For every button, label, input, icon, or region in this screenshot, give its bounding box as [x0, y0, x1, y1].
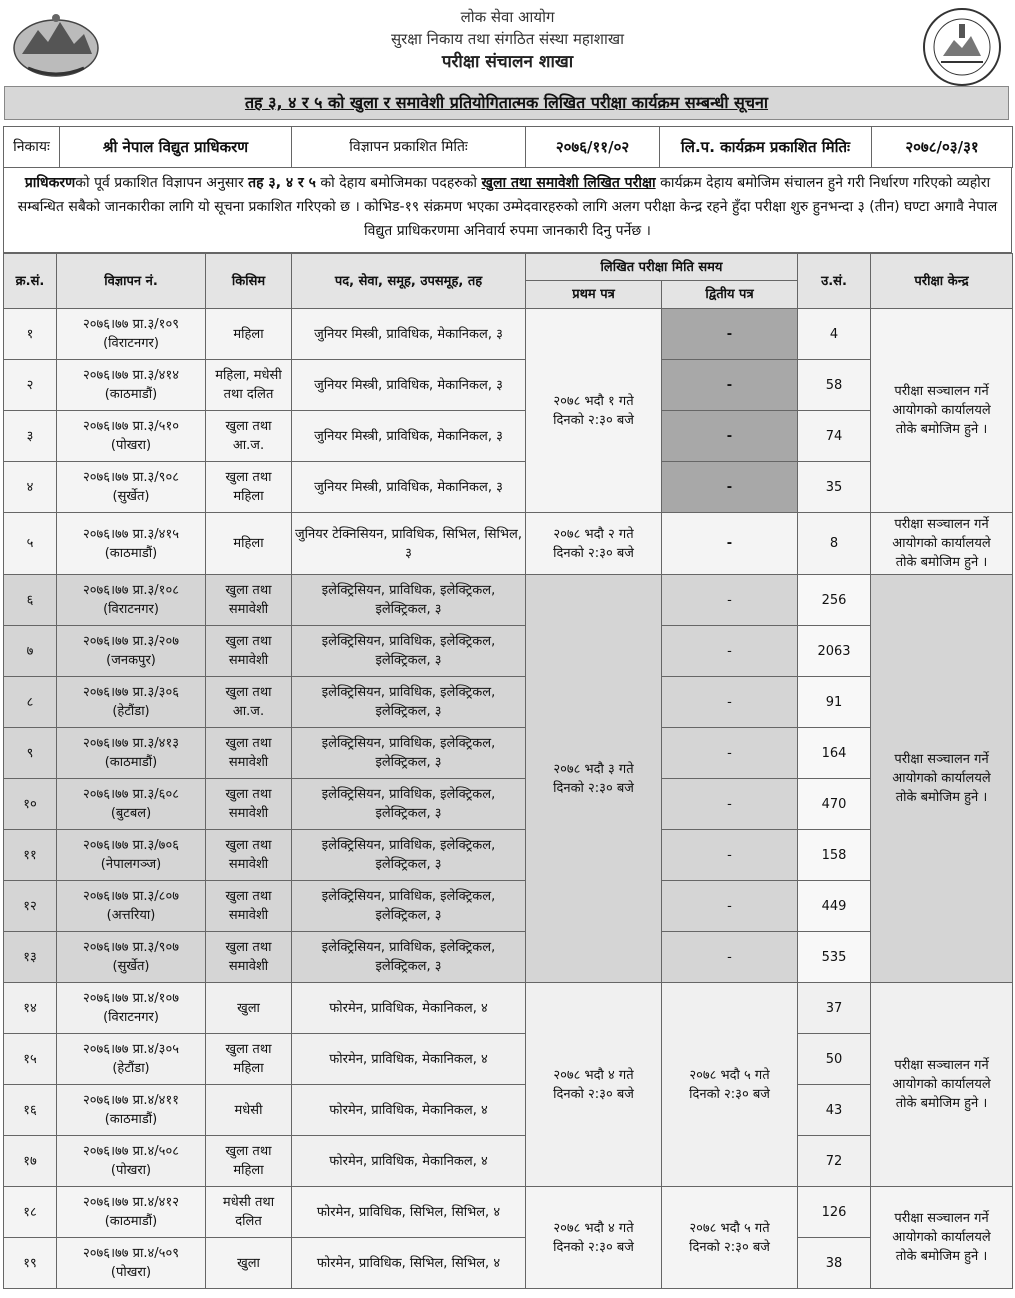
row-ad-no — [57, 513, 206, 575]
row-type: खुला तथा समावेशी — [206, 830, 292, 881]
table-row — [4, 513, 1013, 575]
header-post: पद, सेवा, समूह, उपसमूह, तह — [292, 254, 526, 309]
table-row — [4, 677, 1013, 728]
row-post: इलेक्ट्रिसियन, प्राविधिक, इलेक्ट्रिकल, इलेक्ट्रिकल, ३ — [292, 779, 526, 830]
row-sn: १५ — [4, 1034, 57, 1085]
center-line-1: परीक्षा सञ्चालन गर्ने — [894, 752, 989, 767]
ad-location: (काठमाडौं) — [104, 387, 158, 402]
ad-location: (बुटबल) — [110, 806, 152, 821]
ad-number: २०७६।७७ प्रा.४/४१२ — [83, 1195, 179, 1210]
page-header — [0, 6, 1015, 74]
org-value: श्री नेपाल विद्युत प्राधिकरण — [60, 127, 292, 168]
group-3-center — [871, 575, 1013, 983]
ad-location: (काठमाडौं) — [104, 1214, 158, 1229]
row-paper-2: - — [662, 575, 798, 626]
row-post: इलेक्ट्रिसियन, प्राविधिक, इलेक्ट्रिकल, इलेक्ट्रिकल, ३ — [292, 626, 526, 677]
row-paper-2: - — [662, 932, 798, 983]
group-2-center — [871, 513, 1013, 575]
center-line-1: परीक्षा सञ्चालन गर्ने — [894, 517, 989, 532]
header-line-1: लोक सेवा आयोग — [460, 8, 555, 26]
header-line-3: परीक्षा संचालन शाखा — [441, 52, 574, 72]
ad-location: (विराटनगर) — [103, 336, 159, 351]
center-line-3: तोके बमोजिम हुने । — [895, 790, 988, 805]
row-post: फोरमेन, प्राविधिक, मेकानिकल, ४ — [292, 1085, 526, 1136]
row-count: 37 — [798, 983, 871, 1034]
ad-location: (काठमाडौं) — [104, 1112, 158, 1127]
row-sn: ४ — [4, 462, 57, 513]
ad-location: (विराटनगर) — [103, 602, 159, 617]
row-post: फोरमेन, प्राविधिक, सिभिल, सिभिल, ४ — [292, 1187, 526, 1238]
row-ad-no — [57, 462, 206, 513]
ad-location: (पोखरा) — [110, 1265, 152, 1280]
header-exam-group: लिखित परीक्षा मिति समय — [526, 254, 798, 281]
center-line-2: आयोगको कार्यालयले — [892, 771, 991, 786]
row-paper-2: - — [662, 677, 798, 728]
ad-date-value: २०७६/११/०२ — [526, 127, 660, 168]
row-post: फोरमेन, प्राविधिक, सिभिल, सिभिल, ४ — [292, 1238, 526, 1289]
ad-number: २०७६।७७ प्रा.३/१०८ — [83, 583, 179, 598]
group-5-paper-1 — [526, 1187, 662, 1289]
row-count: 535 — [798, 932, 871, 983]
table-row — [4, 462, 1013, 513]
exam-date: २०७८ भदौ २ गते — [553, 526, 634, 542]
notice-part-3: तह ३, ४ र ५ — [248, 175, 316, 191]
table-row — [4, 779, 1013, 830]
row-ad-no — [57, 411, 206, 462]
row-paper-2: - — [662, 360, 798, 411]
exam-date: २०७८ भदौ ४ गते — [553, 1220, 634, 1236]
row-sn: ६ — [4, 575, 57, 626]
ad-location: (विराटनगर) — [103, 1010, 159, 1025]
row-type: खुला तथा महिला — [206, 1034, 292, 1085]
notice-part-4: को देहाय बमोजिमका पदहरुको — [315, 175, 482, 191]
group-5-center — [871, 1187, 1013, 1289]
ad-location: (अत्तरिया) — [106, 908, 156, 923]
center-line-2: आयोगको कार्यालयले — [892, 403, 991, 418]
row-post: इलेक्ट्रिसियन, प्राविधिक, इलेक्ट्रिकल, इलेक्ट्रिकल, ३ — [292, 881, 526, 932]
info-table — [3, 126, 1013, 168]
row-ad-no — [57, 626, 206, 677]
row-paper-2: - — [662, 830, 798, 881]
row-sn: १६ — [4, 1085, 57, 1136]
row-post: फोरमेन, प्राविधिक, मेकानिकल, ४ — [292, 1136, 526, 1187]
row-count: 126 — [798, 1187, 871, 1238]
table-row — [4, 932, 1013, 983]
ad-number: २०७६।७७ प्रा.३/२०७ — [83, 634, 179, 649]
row-post: इलेक्ट्रिसियन, प्राविधिक, इलेक्ट्रिकल, इलेक्ट्रिकल, ३ — [292, 932, 526, 983]
row-sn: १ — [4, 309, 57, 360]
row-count: 256 — [798, 575, 871, 626]
exam-date-label: लि.प. कार्यक्रम प्रकाशित मितिः — [660, 127, 872, 168]
header-paper-2: द्वितीय पत्र — [662, 281, 798, 309]
ad-location: (नेपालगञ्ज) — [100, 857, 162, 872]
row-post: जुनियर मिस्त्री, प्राविधिक, मेकानिकल, ३ — [292, 360, 526, 411]
row-post: इलेक्ट्रिसियन, प्राविधिक, इलेक्ट्रिकल, इलेक्ट्रिकल, ३ — [292, 575, 526, 626]
row-count: 72 — [798, 1136, 871, 1187]
exam-time: दिनको २:३० बजे — [553, 545, 634, 561]
row-paper-2: - — [662, 626, 798, 677]
row-sn: १० — [4, 779, 57, 830]
row-paper-2: - — [662, 881, 798, 932]
header-sn: क्र.सं. — [4, 254, 57, 309]
row-ad-no — [57, 779, 206, 830]
row-count: 91 — [798, 677, 871, 728]
center-line-1: परीक्षा सञ्चालन गर्ने — [894, 1211, 989, 1226]
table-row — [4, 1238, 1013, 1289]
row-count: 8 — [798, 513, 871, 575]
exam-date-value: २०७८/०३/३१ — [872, 127, 1013, 168]
table-row — [4, 881, 1013, 932]
row-count: 38 — [798, 1238, 871, 1289]
row-type: खुला तथा महिला — [206, 462, 292, 513]
row-count: 2063 — [798, 626, 871, 677]
group-1-paper-1 — [526, 309, 662, 513]
group-1-center — [871, 309, 1013, 513]
group-4-paper-2 — [662, 983, 798, 1187]
row-paper-2: - — [662, 411, 798, 462]
ad-number: २०७६।७७ प्रा.३/६०८ — [83, 787, 179, 802]
row-count: 164 — [798, 728, 871, 779]
row-type: खुला तथा आ.ज. — [206, 411, 292, 462]
row-paper-2: - — [662, 728, 798, 779]
row-post: जुनियर टेक्निसियन, प्राविधिक, सिभिल, सिभिल, ३ — [292, 513, 526, 575]
row-post: जुनियर मिस्त्री, प्राविधिक, मेकानिकल, ३ — [292, 411, 526, 462]
row-count: 449 — [798, 881, 871, 932]
row-ad-no — [57, 830, 206, 881]
row-sn: १४ — [4, 983, 57, 1034]
center-line-1: परीक्षा सञ्चालन गर्ने — [894, 384, 989, 399]
row-ad-no — [57, 728, 206, 779]
ad-location: (काठमाडौं) — [104, 755, 158, 770]
ad-number: २०७६।७७ प्रा.३/४१३ — [83, 736, 179, 751]
row-sn: १२ — [4, 881, 57, 932]
table-row — [4, 309, 1013, 360]
row-type: महिला — [206, 513, 292, 575]
row-ad-no — [57, 360, 206, 411]
header-center: परीक्षा केन्द्र — [871, 254, 1013, 309]
row-count: 158 — [798, 830, 871, 881]
group-4-paper-1 — [526, 983, 662, 1187]
table-row — [4, 626, 1013, 677]
row-paper-2: - — [662, 779, 798, 830]
row-type: महिला — [206, 309, 292, 360]
ad-number: २०७६।७७ प्रा.४/५०८ — [83, 1144, 179, 1159]
row-count: 43 — [798, 1085, 871, 1136]
row-type: खुला तथा समावेशी — [206, 779, 292, 830]
row-ad-no — [57, 1034, 206, 1085]
exam-time: दिनको २:३० बजे — [689, 1239, 770, 1255]
row-sn: २ — [4, 360, 57, 411]
header-ad-no: विज्ञापन नं. — [57, 254, 206, 309]
ad-location: (पोखरा) — [110, 438, 152, 453]
notice-part-5: खुला तथा समावेशी लिखित परीक्षा — [481, 175, 656, 191]
header-type: किसिम — [206, 254, 292, 309]
row-post: इलेक्ट्रिसियन, प्राविधिक, इलेक्ट्रिकल, इलेक्ट्रिकल, ३ — [292, 677, 526, 728]
row-type: मधेसी — [206, 1085, 292, 1136]
center-line-3: तोके बमोजिम हुने । — [895, 422, 988, 437]
exam-time: दिनको २:३० बजे — [553, 412, 634, 428]
org-label: निकायः — [4, 127, 60, 168]
row-sn: १८ — [4, 1187, 57, 1238]
exam-date: २०७८ भदौ १ गते — [553, 393, 634, 409]
row-type: खुला तथा समावेशी — [206, 932, 292, 983]
ad-number: २०७६।७७ प्रा.४/४११ — [83, 1093, 179, 1108]
table-row — [4, 411, 1013, 462]
row-type: खुला तथा समावेशी — [206, 728, 292, 779]
center-line-3: तोके बमोजिम हुने । — [895, 1096, 988, 1111]
exam-date: २०७८ भदौ ५ गते — [689, 1220, 770, 1236]
row-count: 470 — [798, 779, 871, 830]
row-type: महिला, मधेसी तथा दलित — [206, 360, 292, 411]
exam-date: २०७८ भदौ ५ गते — [689, 1067, 770, 1083]
notice-part-2: को पूर्व प्रकाशित विज्ञापन अनुसार — [75, 175, 249, 191]
ad-number: २०७६।७७ प्रा.३/४१५ — [83, 526, 179, 542]
table-row — [4, 575, 1013, 626]
ad-location: (जनकपुर) — [106, 653, 156, 668]
notice-title: तह ३, ४ र ५ को खुला र समावेशी प्रतियोगितात्मक लिखित परीक्षा कार्यक्रम सम्बन्धी सूचना — [244, 93, 769, 112]
center-line-3: तोके बमोजिम हुने । — [895, 1249, 988, 1264]
row-post: इलेक्ट्रिसियन, प्राविधिक, इलेक्ट्रिकल, इलेक्ट्रिकल, ३ — [292, 728, 526, 779]
row-sn: ७ — [4, 626, 57, 677]
group-4-center — [871, 983, 1013, 1187]
ad-number: २०७६।७७ प्रा.३/४१४ — [83, 368, 179, 383]
exam-time: दिनको २:३० बजे — [553, 780, 634, 796]
row-count: 58 — [798, 360, 871, 411]
group-5-paper-2 — [662, 1187, 798, 1289]
row-sn: ८ — [4, 677, 57, 728]
exam-time: दिनको २:३० बजे — [553, 1239, 634, 1255]
row-post: फोरमेन, प्राविधिक, मेकानिकल, ४ — [292, 1034, 526, 1085]
table-row — [4, 360, 1013, 411]
table-row — [4, 1034, 1013, 1085]
ad-location: (सुर्खेत) — [112, 959, 150, 974]
row-paper-2: - — [662, 513, 798, 575]
row-ad-no — [57, 983, 206, 1034]
ad-number: २०७६।७७ प्रा.३/३०६ — [83, 685, 179, 700]
row-post: जुनियर मिस्त्री, प्राविधिक, मेकानिकल, ३ — [292, 462, 526, 513]
row-post: जुनियर मिस्त्री, प्राविधिक, मेकानिकल, ३ — [292, 309, 526, 360]
center-line-1: परीक्षा सञ्चालन गर्ने — [894, 1058, 989, 1073]
center-line-2: आयोगको कार्यालयले — [892, 536, 991, 551]
row-type: खुला तथा महिला — [206, 1136, 292, 1187]
table-row — [4, 1085, 1013, 1136]
row-sn: ११ — [4, 830, 57, 881]
notice-part-1: प्राधिकरण — [24, 175, 76, 191]
table-row — [4, 983, 1013, 1034]
row-ad-no — [57, 1187, 206, 1238]
table-row — [4, 1136, 1013, 1187]
ad-number: २०७६।७७ प्रा.३/५१० — [83, 419, 179, 434]
row-sn: ५ — [4, 513, 57, 575]
ad-location: (पोखरा) — [110, 1163, 152, 1178]
exam-schedule-table — [3, 253, 1013, 1289]
ad-number: २०७६।७७ प्रा.३/९०७ — [83, 940, 179, 955]
row-type: खुला तथा समावेशी — [206, 575, 292, 626]
exam-time: दिनको २:३० बजे — [689, 1086, 770, 1102]
row-sn: १३ — [4, 932, 57, 983]
notice-paragraph — [3, 167, 1012, 253]
row-ad-no — [57, 575, 206, 626]
header-line-2: सुरक्षा निकाय तथा संगठित संस्था महाशाखा — [390, 30, 625, 48]
row-ad-no — [57, 309, 206, 360]
header-paper-1: प्रथम पत्र — [526, 281, 662, 309]
ad-number: २०७६।७७ प्रा.३/१०९ — [83, 317, 179, 332]
table-row — [4, 1187, 1013, 1238]
center-line-2: आयोगको कार्यालयले — [892, 1230, 991, 1245]
notice-part-6: कार्यक्रम देहाय बमोजिम संचालन हुने गरी निर्धारण गरिएको व्यहोरा सम्बन्धित सबैको जानकारीका लागि यो सूचना प्रकाशित गरिएको छ । कोभिड-१९ संक्रमण भएका उम्मेदवारहरुको लागि अलग परीक्षा केन्द्र रहने हुँदा परीक्षा शुरु हुनभन्दा ३ (तीन) घण्टा अगावै नेपाल विद्युत प्राधिकरणमा अनिवार्य रुपमा जानकारी दिनु पर्नेछ । — [17, 175, 998, 239]
row-type: खुला — [206, 983, 292, 1034]
exam-date: २०७८ भदौ ४ गते — [553, 1067, 634, 1083]
row-type: खुला — [206, 1238, 292, 1289]
row-count: 50 — [798, 1034, 871, 1085]
row-ad-no — [57, 1085, 206, 1136]
row-sn: १७ — [4, 1136, 57, 1187]
ad-number: २०७६।७७ प्रा.३/८०७ — [83, 889, 179, 904]
table-row — [4, 728, 1013, 779]
table-row — [4, 830, 1013, 881]
ad-date-label: विज्ञापन प्रकाशित मितिः — [292, 127, 526, 168]
row-count: 4 — [798, 309, 871, 360]
ad-number: २०७६।७७ प्रा.३/९०८ — [83, 470, 179, 485]
exam-date: २०७८ भदौ ३ गते — [553, 761, 634, 777]
row-paper-2: - — [662, 462, 798, 513]
group-3-paper-1 — [526, 575, 662, 983]
header-count: उ.सं. — [798, 254, 871, 309]
notice-title-bar — [4, 86, 1009, 120]
row-count: 35 — [798, 462, 871, 513]
center-line-3: तोके बमोजिम हुने । — [895, 555, 988, 570]
ad-number: २०७६।७७ प्रा.४/५०९ — [83, 1246, 179, 1261]
ad-location: (हेटौंडा) — [112, 704, 150, 719]
row-ad-no — [57, 677, 206, 728]
row-ad-no — [57, 932, 206, 983]
ad-location: (हेटौंडा) — [112, 1061, 150, 1076]
row-post: फोरमेन, प्राविधिक, मेकानिकल, ४ — [292, 983, 526, 1034]
group-2-paper-1 — [526, 513, 662, 575]
row-type: मधेसी तथा दलित — [206, 1187, 292, 1238]
exam-time: दिनको २:३० बजे — [553, 1086, 634, 1102]
center-line-2: आयोगको कार्यालयले — [892, 1077, 991, 1092]
ad-number: २०७६।७७ प्रा.४/१०७ — [83, 991, 179, 1006]
row-post: इलेक्ट्रिसियन, प्राविधिक, इलेक्ट्रिकल, इलेक्ट्रिकल, ३ — [292, 830, 526, 881]
ad-number: २०७६।७७ प्रा.४/३०५ — [83, 1042, 179, 1057]
row-sn: १९ — [4, 1238, 57, 1289]
row-type: खुला तथा आ.ज. — [206, 677, 292, 728]
row-ad-no — [57, 1136, 206, 1187]
row-type: खुला तथा समावेशी — [206, 626, 292, 677]
ad-number: २०७६।७७ प्रा.३/७०६ — [83, 838, 179, 853]
row-ad-no — [57, 1238, 206, 1289]
ad-location: (सुर्खेत) — [112, 489, 150, 504]
ad-location: (काठमाडौं) — [104, 545, 158, 561]
row-type: खुला तथा समावेशी — [206, 881, 292, 932]
row-count: 74 — [798, 411, 871, 462]
row-ad-no — [57, 881, 206, 932]
row-sn: ९ — [4, 728, 57, 779]
row-sn: ३ — [4, 411, 57, 462]
row-paper-2: - — [662, 309, 798, 360]
